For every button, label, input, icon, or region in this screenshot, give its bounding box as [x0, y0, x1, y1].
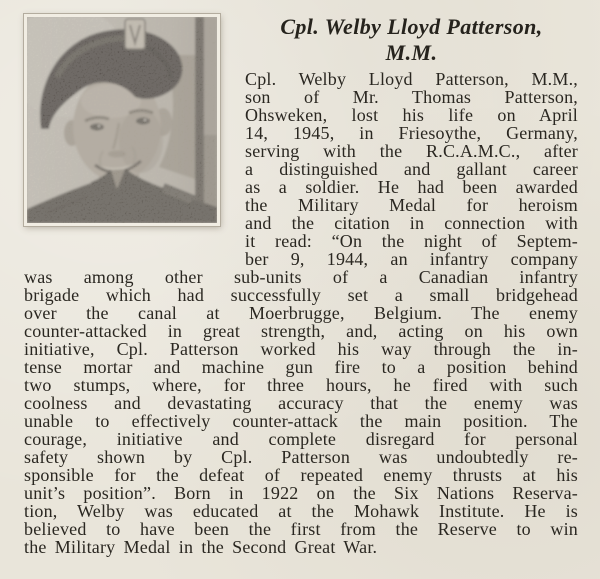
article-title-line1: Cpl. Welby Lloyd Patterson,: [280, 14, 543, 39]
article-line: Ohsweken, lost his life on April: [245, 105, 578, 125]
article-line: over the canal at Moerbrugge, Belgium. The enemy: [24, 303, 578, 323]
article-line: and the citation in connection with: [245, 213, 578, 233]
article-line: initiative, Cpl. Patterson worked his way through the in-: [24, 339, 578, 359]
article-line: it read: “On the night of Septem-: [245, 231, 578, 251]
article-line: the Military Medal in the Second Great War.: [24, 537, 378, 557]
article-line: ber 9, 1944, an infantry company: [245, 249, 578, 269]
article-line: brigade which had successfully set a small bridgehead: [24, 285, 578, 305]
article-line: tion, Welby was educated at the Mohawk Institute. He is: [24, 501, 578, 521]
article-line: sponsible for the defeat of repeated enemy thrusts at his: [24, 465, 578, 485]
article-line: believed to have been the first from the Reserve to win: [24, 519, 578, 539]
article-line: a distinguished and gallant career: [245, 159, 578, 179]
soldier-portrait-illustration: [27, 17, 217, 223]
article-title-line2: M.M.: [385, 40, 438, 65]
article-line: counter-attacked in great strength, and, acting on his own: [24, 321, 578, 341]
article-line: courage, initiative and complete disregard for personal: [24, 429, 578, 449]
article-line: coolness and devastating accuracy that the enemy was: [24, 393, 578, 413]
article-line: tense mortar and machine gun fire to a position behind: [24, 357, 578, 377]
article-line: as a soldier. He had been awarded: [245, 177, 578, 197]
article-line: was among other sub-units of a Canadian infantry: [24, 267, 578, 287]
article-line: 14, 1945, in Friesoythe, Germany,: [245, 123, 578, 143]
article-line: serving with the R.C.A.M.C., after: [245, 141, 578, 161]
article-line: unit’s position”. Born in 1922 on the Six Nations Reserva-: [24, 483, 578, 503]
article-line: two stumps, where, for three hours, he fired with such: [24, 375, 578, 395]
article-line: unable to effectively counter-attack the main position. The: [24, 411, 578, 431]
article-line: son of Mr. Thomas Patterson,: [245, 87, 578, 107]
memorial-article: [24, 14, 578, 556]
soldier-portrait-photo: [24, 14, 220, 226]
article-line: the Military Medal for heroism: [245, 195, 578, 215]
article-line: Cpl. Welby Lloyd Patterson, M.M.,: [245, 69, 578, 89]
article-line: safety shown by Cpl. Patterson was undoubtedly re-: [24, 447, 578, 467]
